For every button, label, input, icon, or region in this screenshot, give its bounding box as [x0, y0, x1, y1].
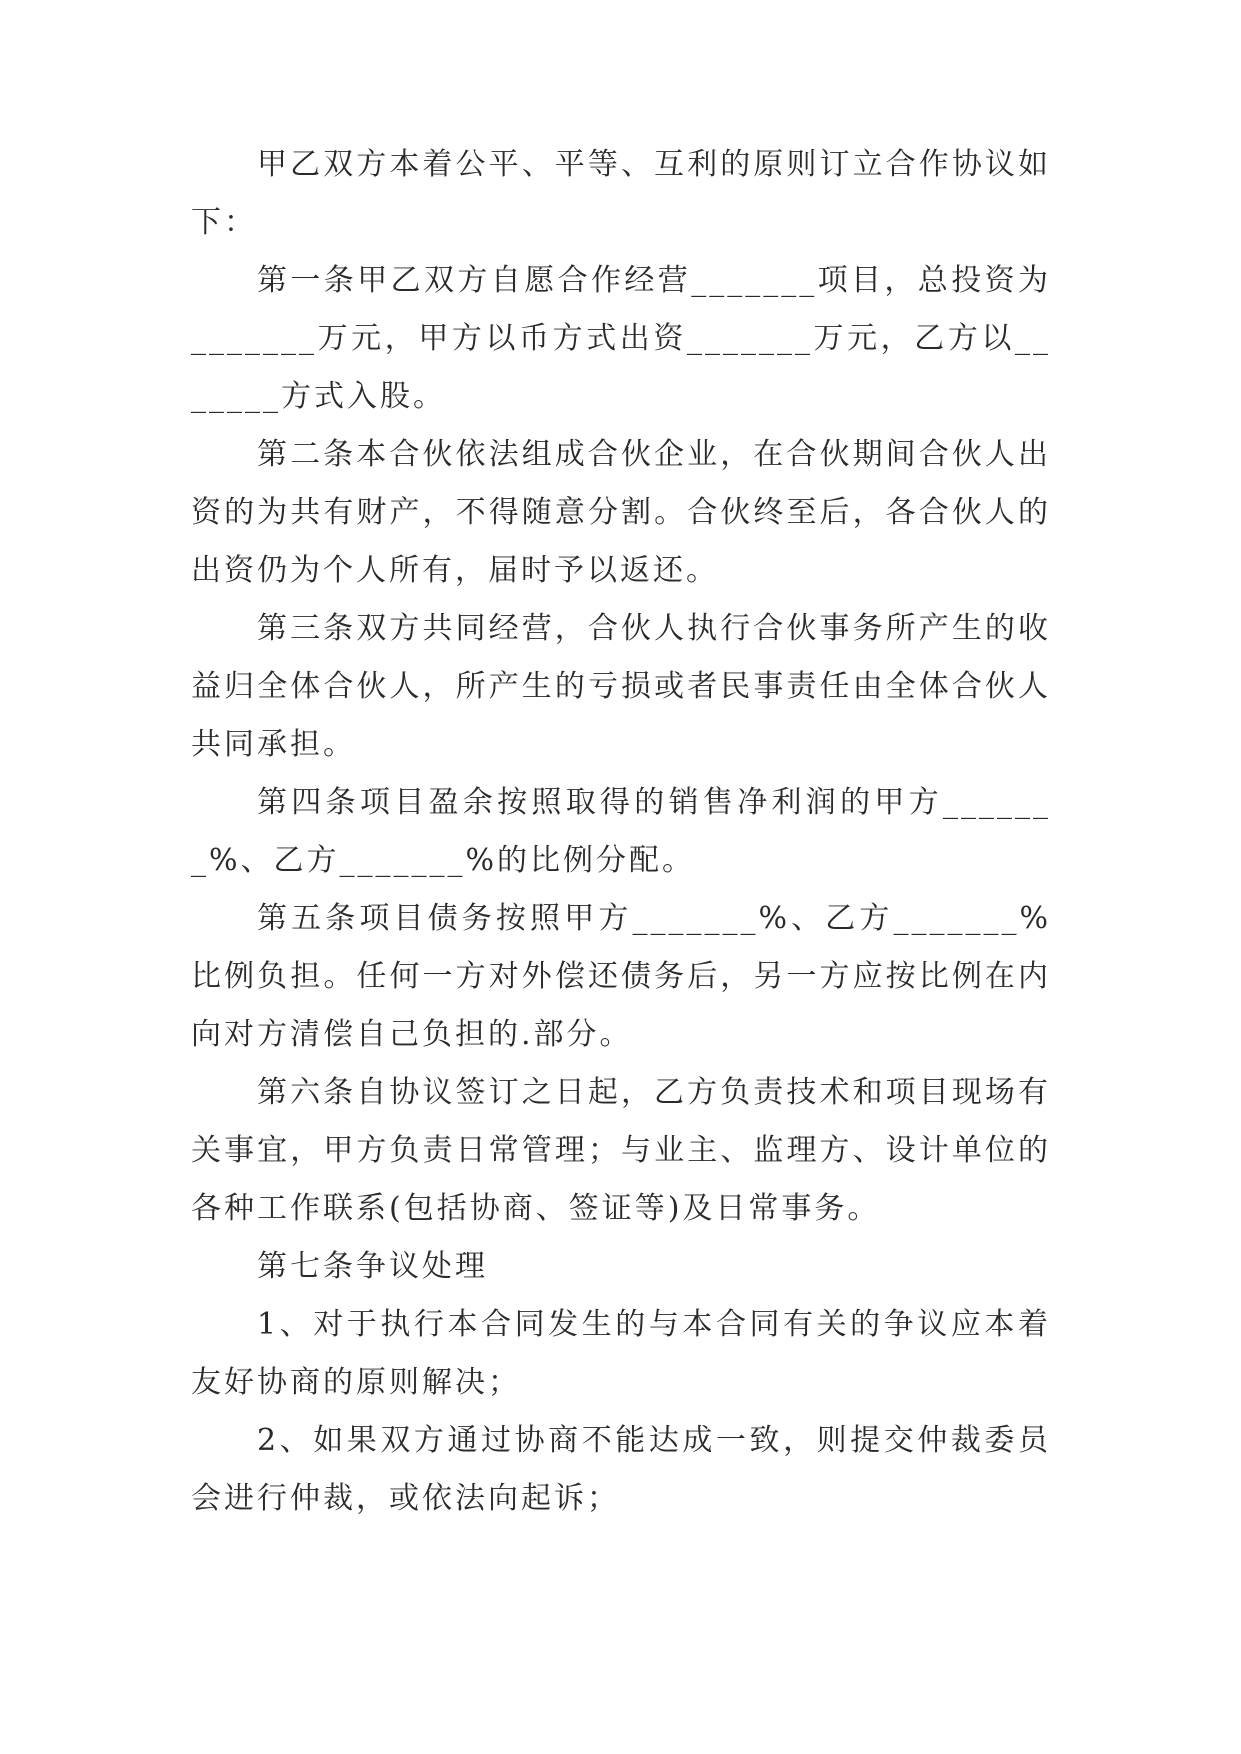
article-4-paragraph: 第四条项目盈余按照取得的销售净利润的甲方_______%、乙方_______%的比例分配。 — [191, 785, 1051, 878]
intro-paragraph: 甲乙双方本着公平、平等、互利的原则订立合作协议如下： — [191, 147, 1051, 240]
article-7-heading: 第七条争议处理 — [257, 1249, 488, 1284]
article-7-item-2: 2、如果双方通过协商不能达成一致，则提交仲裁委员会进行仲裁，或依法向起诉； — [191, 1423, 1051, 1516]
article-3-paragraph: 第三条双方共同经营，合伙人执行合伙事务所产生的收益归全体合伙人，所产生的亏损或者民事责任由全体合伙人共同承担。 — [191, 611, 1051, 762]
article-1-paragraph: 第一条甲乙双方自愿合作经营_______项目，总投资为_______万元，甲方以币方式出资_______万元，乙方以_______方式入股。 — [191, 263, 1051, 414]
article-2-paragraph: 第二条本合伙依法组成合伙企业，在合伙期间合伙人出资的为共有财产，不得随意分割。合伙终至后，各合伙人的出资仍为个人所有，届时予以返还。 — [191, 437, 1051, 588]
document-body — [191, 136, 1051, 1528]
article-7-item-1: 1、对于执行本合同发生的与本合同有关的争议应本着友好协商的原则解决； — [191, 1307, 1051, 1400]
article-6-paragraph: 第六条自协议签订之日起，乙方负责技术和项目现场有关事宜，甲方负责日常管理；与业主、监理方、设计单位的各种工作联系(包括协商、签证等)及日常事务。 — [191, 1075, 1051, 1226]
article-5-paragraph: 第五条项目债务按照甲方_______%、乙方_______%比例负担。任何一方对外偿还债务后，另一方应按比例在内向对方清偿自己负担的.部分。 — [191, 901, 1051, 1052]
